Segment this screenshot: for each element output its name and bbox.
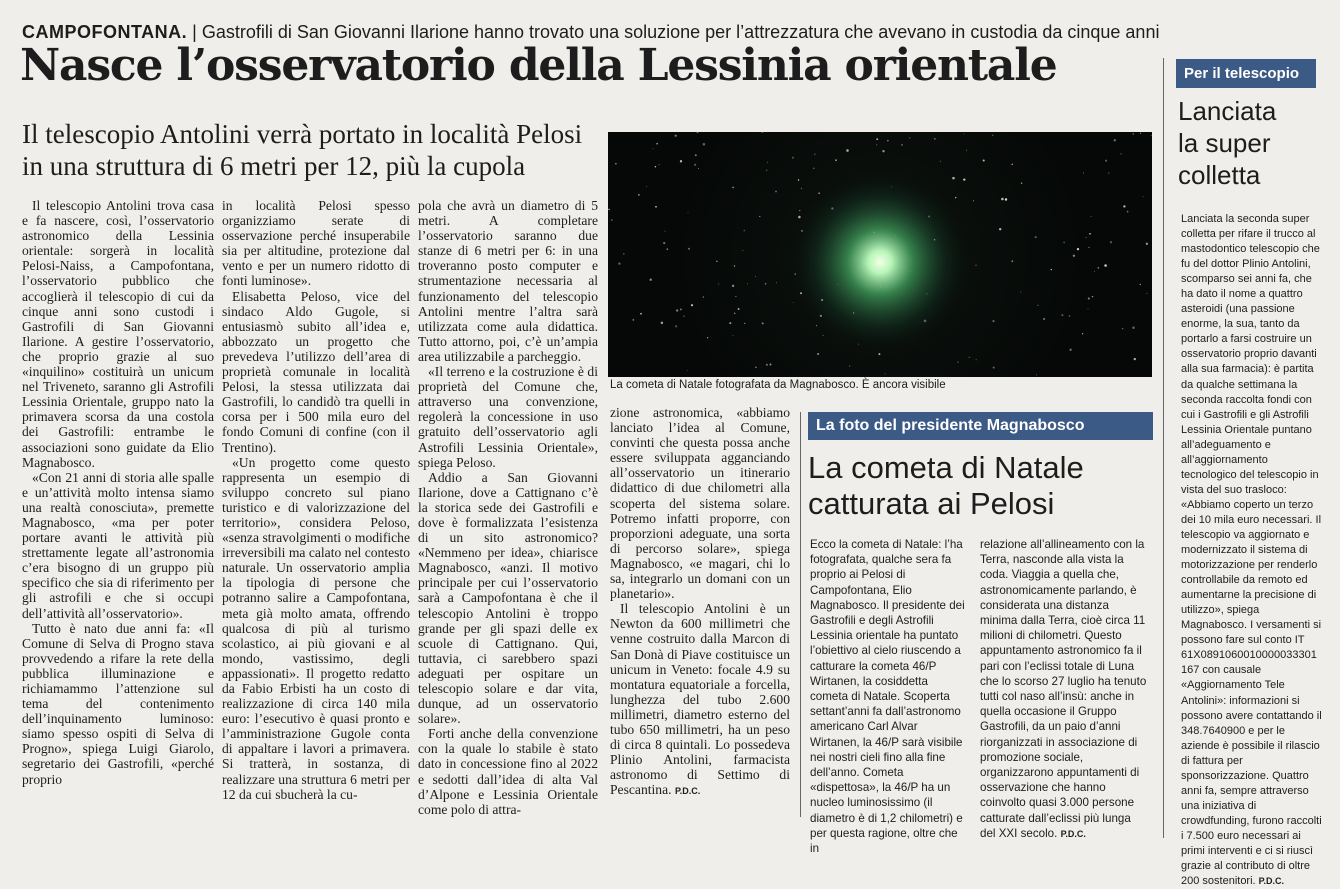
star: [846, 149, 849, 152]
star: [885, 374, 886, 375]
star: [687, 370, 688, 371]
star: [798, 179, 799, 180]
star: [1073, 255, 1075, 257]
star: [1037, 305, 1038, 306]
headline: Nasce l’osservatorio della Lessinia orientale: [20, 40, 1057, 91]
star: [1088, 308, 1089, 309]
star: [744, 323, 745, 324]
star: [1114, 139, 1116, 141]
box-title-line-2: catturata ai Pelosi: [808, 486, 1055, 521]
kicker-place: CAMPOFONTANA.: [22, 22, 188, 42]
star: [703, 143, 706, 146]
star: [1069, 315, 1071, 317]
star: [608, 209, 609, 210]
star: [675, 135, 677, 137]
star: [775, 191, 777, 193]
star: [638, 194, 640, 196]
star: [640, 313, 642, 315]
star: [1077, 248, 1079, 250]
star: [801, 188, 802, 189]
paragraph: pola che avrà un diametro di 5 metri. A completare l’osservatorio saranno due stanze di 6 metri per 6: in una troveranno posto computer e strumentazione necessaria al funzionamento del telescopio Antolini mentre l’altra sarà utilizzata come aula didattica. Tutto attorno, poi, c’è un’ampia area utilizzabile a parcheggio.: [418, 198, 598, 364]
box-column-1: Ecco la cometa di Natale: l’ha fotografata, qualche sera fa proprio ai Pelosi di Campofontana, Elio Magnabosco. Il presidente dei Gastrofili e degli Astrofili Lessinia orientale ha puntato l’obiettivo al cielo riuscendo a catturare la cometa 46/P Wirtanen, la cosiddetta cometa di Natale. Scoperta settant’anni fa dall’astronomo americano Carl Alvar Wirtanen, la 46/P sarà visibile nei nostri cieli fino alla fine dell’anno. Cometa «dispettosa», la 46/P ha un nucleo luminosissimo (il diametro è di 1,2 chilometri) e per questa ragione, oltre che in: [810, 538, 965, 856]
star: [1110, 241, 1112, 243]
star: [659, 164, 660, 165]
star: [975, 265, 976, 266]
paragraph-text: Il telescopio Antolini è un Newton da 600 millimetri che venne costruito dalla Marcon di San Donà di Piave costituisce un unicum in Veneto: focale 4.9 su montatura equatoriale a forcella, lunghezza del tubo 2.600 millimetri, diametro esterno del tubo 650 millimetri, ha un peso di circa 8 quintali. Lo possedeva Plinio Antolini, farmacista astronomo di Settimo di Pescantina.: [610, 601, 790, 798]
photo-caption: La cometa di Natale fotografata da Magnabosco. È ancora visibile: [610, 379, 946, 391]
star: [1108, 173, 1109, 174]
star: [695, 154, 697, 156]
sidebar-divider: [1163, 58, 1164, 838]
star: [734, 265, 735, 266]
star: [963, 178, 965, 180]
star: [697, 131, 699, 133]
paragraph: Forti anche della convenzione con la quale lo stabile è stato dato in concessione fino al 2022 e sedotti dall’idea di alta Val d’Alpone e Lessinia Orientale come polo di attra-: [418, 726, 598, 817]
star: [901, 144, 903, 146]
star: [1132, 326, 1134, 328]
star: [667, 248, 669, 250]
star: [765, 283, 767, 285]
comet: [785, 167, 975, 357]
paragraph: «Il terreno e la costruzione è di proprietà del Comune che, attraverso una convenzione, regolerà la concessione in uso gratuito dell’osservatorio agli Astrofili Lessinia Orientale», spiega Peloso.: [418, 364, 598, 470]
star: [1151, 135, 1152, 136]
article-column-3: [418, 198, 598, 848]
star: [940, 161, 941, 162]
star: [876, 138, 878, 140]
star: [676, 309, 678, 311]
star: [1120, 153, 1121, 154]
star: [1061, 314, 1063, 316]
star: [792, 157, 794, 159]
star: [680, 160, 682, 162]
star: [934, 138, 936, 140]
star: [688, 212, 689, 213]
paragraph: in località Pelosi spesso organizziamo serate di osservazione perché insuperabile sia per altitudine, protezione dal vento e per un numero ridotto di fonti luminose».: [222, 198, 410, 289]
star: [955, 197, 956, 198]
star: [611, 219, 613, 221]
star: [1088, 297, 1090, 299]
star: [766, 364, 768, 366]
star: [876, 144, 877, 145]
star: [1069, 349, 1071, 351]
star: [646, 186, 647, 187]
star: [776, 282, 777, 283]
star: [1094, 271, 1095, 272]
star: [664, 231, 665, 232]
star: [656, 143, 658, 145]
star: [770, 364, 772, 366]
star: [735, 296, 736, 297]
box-title: [808, 450, 1153, 522]
star: [729, 322, 731, 324]
article-column-1: [22, 198, 214, 848]
sidebar-body-text: Lanciata la seconda super colletta per rifare il trucco al mastodontico telescopio che fu del dottor Plinio Antolini, scomparso sei anni fa, che ha dato il nome a quattro asteroidi (una passione enorme, la sua, tanto da portarlo a farsi costruire un osservatorio proprio davanti alla sua farmacia): è partita da qualche settimana la seconda raccolta fondi con cui i Gastrofili e gli Astrofili Lessinia Orientale puntano all’adeguamento e all’aggiornamento tecnologico del telescopio in vista del suo trasloco: «Abbiamo coperto un terzo dei 10 mila euro necessari. Il telescopio va aggiornato e modernizzato il sistema di motorizzazione per renderlo controllabile da remoto ed aumentarne la precisione di utilizzo», spiega Magnabosco. I versamenti si possono fare sul conto IT 61X0891060010000033301 167 con causale «Aggiornamento Tele Antolini»: informazioni si possono avere contattando il 348.7640900 e per le aziende è possibile il rilascio di fattura per sponsorizzazione. Quattro anni fa, sempre attraverso una iniziativa di crowdfunding, furono raccolti i 7.500 euro necessari ai primi interventi e ci si riuscì grazie al contributo di oltre 200 sostenitori.: [1181, 213, 1322, 888]
box-title-line-1: La cometa di Natale: [808, 450, 1084, 485]
star: [1133, 133, 1135, 135]
box-label: La foto del presidente Magnabosco: [808, 412, 1153, 440]
star: [1122, 328, 1124, 330]
box-signature: P.D.C.: [1060, 828, 1086, 839]
star: [653, 148, 654, 149]
paragraph: zione astronomica, «abbiamo lanciato l’idea al Comune, convinti che questa possa anche essere sviluppata agganciando all’osservatorio un itinerario didattico di due chilometri alla scoperta del sistema solare. Potremo infatti proporre, con proporzioni adeguate, una sorta di percorso solare», spiega Magnabosco, «e magari, chi lo sa, integrarlo un domani con un planetario».: [610, 405, 790, 602]
star: [632, 319, 634, 321]
star: [999, 228, 1001, 230]
star: [691, 304, 693, 306]
comet-photo: [608, 132, 1152, 377]
star: [1105, 160, 1107, 162]
star: [1146, 243, 1148, 245]
star: [755, 276, 756, 277]
star: [762, 322, 764, 324]
star: [738, 308, 740, 310]
paragraph: Il telescopio Antolini trova casa e fa nascere, così, l’osservatorio astronomico della Lessinia orientale: sorgerà in località Pelosi-Naiss, a Campofontana, l’osservatorio pubblico che accoglierà il telescopio di cui da cinque anni sono custodi i Gastrofili di San Giovanni Ilarione. A gestire l’osservatorio, che proprio grazie al suo «inquilino» costituirà un unicum nel Triveneto, saranno gli Astrofili Lessinia Orientale, gruppo nato la primavera scorsa da una costola dei Gastrofili: entrambe le associazioni sono guidate da Elio Magnabosco.: [22, 198, 214, 470]
star: [964, 133, 965, 134]
article-column-2: [222, 198, 410, 848]
star: [1104, 264, 1107, 267]
star: [1021, 182, 1022, 183]
star: [703, 296, 704, 297]
sidebar-title-line-3: colletta: [1178, 160, 1261, 190]
star: [966, 150, 967, 151]
star: [1020, 291, 1021, 292]
star: [976, 359, 977, 360]
star: [716, 261, 717, 262]
kicker-text: Gastrofili di San Giovanni Ilarione hanno trovato una soluzione per l’attrezzatura che avevano in custodia da cinque anni: [201, 22, 1160, 42]
sidebar-title-line-2: la super: [1178, 128, 1271, 158]
star: [767, 162, 768, 163]
star: [973, 200, 974, 201]
star: [909, 137, 910, 138]
star: [655, 206, 657, 208]
star: [675, 325, 677, 327]
article-column-4: [610, 405, 790, 825]
star: [755, 367, 757, 369]
star: [762, 131, 764, 133]
star: [1063, 242, 1065, 244]
star: [793, 302, 794, 303]
star: [1086, 237, 1087, 238]
star: [650, 279, 652, 281]
star: [1123, 205, 1125, 207]
star: [683, 315, 684, 316]
box-column-2: [980, 537, 1148, 840]
subhead-line-1: Il telescopio Antolini verrà portato in località Pelosi: [22, 119, 583, 149]
star: [663, 242, 665, 244]
star: [1083, 173, 1084, 174]
paragraph: [610, 601, 790, 799]
star: [661, 322, 663, 324]
star: [743, 230, 745, 232]
star: [983, 159, 985, 161]
star: [882, 150, 884, 152]
paragraph: «Con 21 anni di storia alle spalle e un’attività molto intensa siamo una realtà conosciuta», premette Magnabosco, «ma per poter portare avanti le attività più strettamente legate all’astronomia c’era bisogno di un gruppo più specifico che sia di riferimento per gli astrofili e che si occupi dell’attività all’osservatorio».: [22, 469, 214, 621]
star: [1001, 198, 1004, 201]
sidebar-title: [1178, 95, 1328, 191]
star: [992, 320, 994, 322]
star: [1092, 296, 1093, 297]
star: [655, 166, 656, 167]
paragraph: Addio a San Giovanni Ilarione, dove a Cattignano c’è la storica sede dei Gastrofili e dove è formalizzata l’esistenza di un sito astronomico? «Nemmeno per idea», chiarisce Magnabosco, «anzi. Il motivo principale per cui l’osservatorio sarà a Campofontana è che il telescopio Antolini è troppo grande per gli spazi delle ex scuole di Cattignano. Qui, tuttavia, ci sarebbero spazi adeguati per ospitare un telescopio solare e dar vita, dunque, ad un osservatorio solare».: [418, 469, 598, 727]
star: [680, 308, 682, 310]
star: [1082, 333, 1083, 334]
star: [759, 216, 760, 217]
star: [1146, 293, 1147, 294]
comet-illustration: [608, 132, 1152, 377]
box-column-2-text: relazione all’allineamento con la Terra, nasconde alla vista la coda. Viaggia a quella che, astronomicamente parlando, è considerata una distanza minima dalla Terra, cioè circa 11 milioni di chilometri. Questo appuntamento astronomico fa il pari con l’eclissi totale di Luna che lo scorso 27 luglio ha tenuto tutti col naso all’insù: anche in quella occasione il Gruppo Gastrofili, da un paio d’anni riorganizzati in associazione di promozione sociale, organizzarono appuntamenti di osservazione che hanno coinvolto quasi 3.000 persone catturate dall’eclissi più lunga del XXI secolo.: [980, 538, 1147, 840]
star: [813, 168, 814, 169]
star: [969, 357, 970, 358]
star: [623, 253, 625, 255]
star: [1089, 233, 1091, 235]
star: [618, 262, 620, 264]
star: [1051, 269, 1052, 270]
star: [1143, 196, 1144, 197]
sidebar-body: [1181, 212, 1322, 888]
paragraph: «Un progetto come questo rappresenta un esempio di sviluppo concreto sul piano turistico e di valorizzazione del territorio», considera Peloso, «senza stravolgimenti o modifiche irreversibili ma calato nel contesto naturale. Un osservatorio amplia la tipologia di persone che potranno salire a Campofontana, meta già molto amata, offrendo qualcosa di più al turismo scolastico, ai più giovani e al mondo, vastissimo, degli appassionati». Il progetto redatto da Fabio Erbisti ha un costo di realizzazione di circa 140 mila euro: l’esecutivo è quasi pronto e l’amministrazione Gugole conta di appaltare i lavori a primavera. Si tratterà, in sostanza, di realizzare una struttura 6 metri per 12 da cui sbucherà la cu-: [222, 454, 410, 802]
sidebar-title-line-1: Lanciata: [1178, 96, 1277, 126]
star: [1127, 211, 1129, 213]
star: [718, 283, 719, 284]
star: [1011, 260, 1013, 262]
star: [732, 285, 734, 287]
star: [1005, 198, 1007, 200]
star: [615, 163, 616, 164]
star: [1035, 236, 1037, 238]
subhead: [22, 118, 602, 182]
star: [1091, 216, 1092, 217]
signature: P.D.C.: [674, 786, 701, 797]
sidebar-signature: P.D.C.: [1258, 876, 1285, 887]
star: [1097, 267, 1099, 269]
star: [958, 362, 959, 363]
star: [732, 335, 733, 336]
star: [814, 153, 816, 155]
subhead-line-2: in una struttura di 6 metri per 12, più la cupola: [22, 151, 526, 181]
star: [747, 283, 748, 284]
paragraph: Elisabetta Peloso, vice del sindaco Aldo Gugole, si entusiasmò subito all’idea e, abbozzato un progetto che prevedeva l’utilizzo dell’area di proprietà comunale in località Pelosi, la stessa utilizzata dai Gastrofili, lo candidò tra quelli in corsa per i 500 mila euro del fondo Comuni di confine (con il Trentino).: [222, 288, 410, 455]
star: [688, 248, 690, 250]
star: [835, 159, 837, 161]
star: [1012, 164, 1013, 165]
star: [1140, 284, 1141, 285]
star: [952, 177, 955, 180]
star: [707, 337, 708, 338]
star: [992, 135, 993, 136]
star: [1134, 358, 1136, 360]
star: [1140, 133, 1141, 134]
star: [817, 353, 819, 355]
star: [698, 168, 699, 169]
star: [1043, 318, 1045, 320]
star: [694, 164, 696, 166]
star: [993, 367, 995, 369]
star: [887, 140, 889, 142]
kicker-separator: |: [192, 22, 202, 42]
star: [1088, 247, 1089, 248]
star: [849, 366, 850, 367]
star: [742, 250, 743, 251]
star: [734, 313, 735, 314]
star: [732, 187, 734, 189]
star: [1036, 374, 1037, 375]
sidebar-label: Per il telescopio: [1176, 59, 1316, 88]
paragraph: Tutto è nato due anni fa: «Il Comune di Selva di Progno stava provvedendo a rifare la rete della pubblica illuminazione e richiamammo l’attenzione sul tema del contenimento dell’inquinamento luminoso: siamo spesso ospiti di Selva di Progno», spiega Luigi Giarolo, segretario dei Gastrofili, «perché proprio: [22, 620, 214, 787]
star: [766, 170, 767, 171]
box-divider: [800, 412, 801, 817]
